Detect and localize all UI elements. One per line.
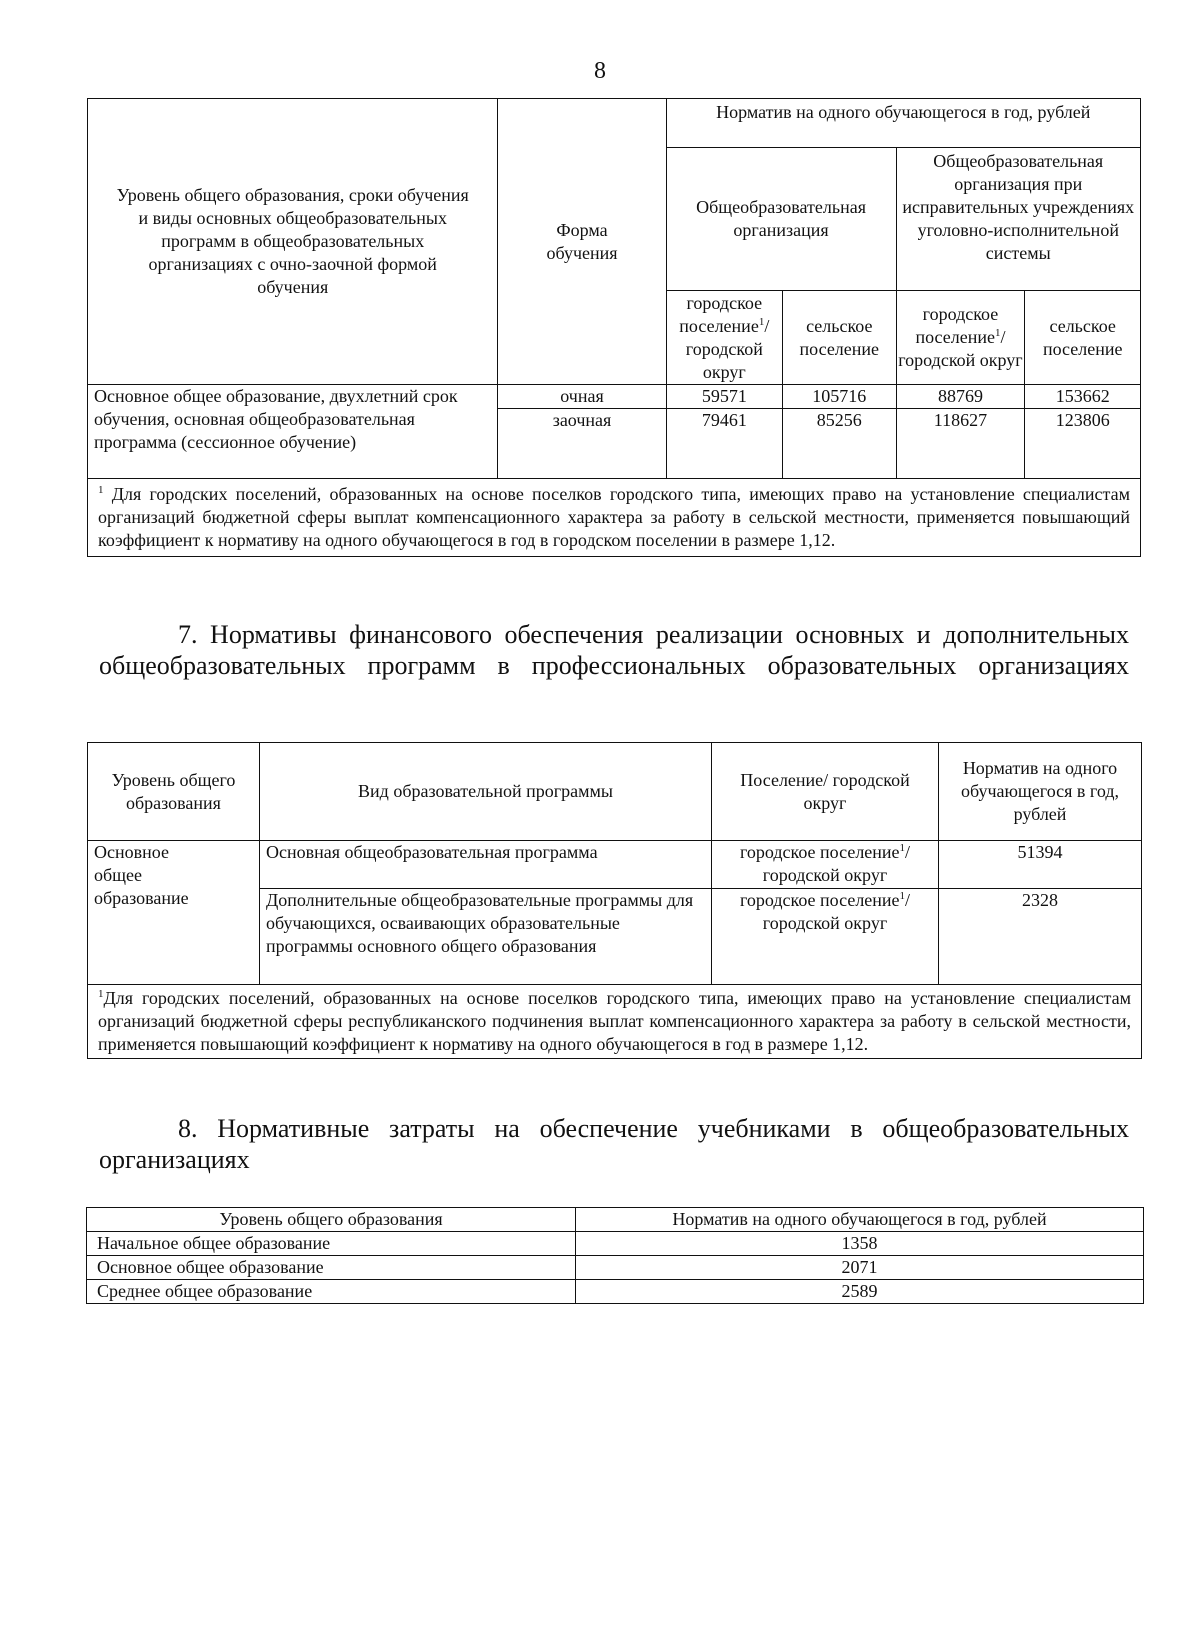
header-form [498,99,666,385]
program-cell: Основная общеобразовательная программа [260,841,712,889]
footnote-mark: 1 [994,327,1001,339]
footnote-text: Для городских поселений, образованных на основе поселков городского типа, имеющих право на установление специалистам организаций бюджетной сферы республиканского подчинения выплат компенсационного характера за работу в сельской местности, применяется повышающий коэффициент к нормативу на одного обучающегося в год в размере 1,12. [98,988,1131,1054]
value-cell: 123806 [1025,409,1141,479]
header-norm-text: Норматив на одного обучающегося в год, рублей [716,102,1091,122]
value-cell: 2589 [576,1280,1144,1304]
row-level-text: Основное общее образование, двухлетний срок обучения, основная общеобразовательная программа (сессионное обучение) [94,386,458,452]
section-8-title-text: 8. Нормативные затраты на обеспечение учебниками в общеобразовательных организациях [99,1114,1129,1174]
header-org [666,148,896,291]
header-urban-suffix: / городской округ [898,327,1023,370]
settlement-label: городское поселение [739,890,900,910]
level-cell: Среднее общее образование [87,1280,576,1304]
header-urban-label: городское поселение [679,292,763,336]
header-settlement-text: Поселение/ городской округ [740,769,910,813]
settlement-suffix: / городской округ [762,890,911,933]
header-rural-2 [1025,291,1141,385]
header-rural-label: сельское поселение [1042,315,1123,359]
row-form: очная [498,385,666,409]
level-cell: Начальное общее образование [87,1232,576,1256]
value-cell: 88769 [896,385,1025,409]
page-number: 8 [594,58,606,84]
program-cell [260,889,712,985]
footnote-mark: 1 [98,988,104,1000]
value-cell: 1358 [576,1232,1144,1256]
value-cell: 85256 [783,409,896,479]
header-org-corr-text: Общеобразовательная организация при исправительных учреждениях уголовно-исполнительной системы [902,151,1135,263]
value-cell: 2071 [576,1256,1144,1280]
header-norm-text: Норматив на одного обучающегося в год, рублей [960,758,1120,824]
level-cell [88,841,260,985]
header-form-text: Форма обучения [546,219,618,263]
header-level [88,743,260,841]
header-level-text: Уровень общего образования, сроки обучения и виды основных общеобразовательных программ в общеобразовательных организациях с очно-заочной формой обучения [116,185,469,297]
level-cell: Основное общее образование [87,1256,576,1280]
value-cell: 59571 [666,385,783,409]
header-level-text: Уровень общего образования [111,769,236,813]
header-urban-1 [666,291,783,385]
footnote [88,985,1142,1059]
header-norm: Норматив на одного обучающегося в год, рублей [576,1208,1144,1232]
header-urban-label: городское поселение [915,304,999,347]
value-cell: 2328 [939,889,1142,985]
header-level: Уровень общего образования [87,1208,576,1232]
header-urban-suffix: / городской округ [685,315,770,382]
norms-table-professional [87,742,1142,1059]
header-norm [666,99,1140,148]
row-level [88,385,498,479]
value-cell: 79461 [666,409,783,479]
header-org-corrections [896,148,1140,291]
header-norm [939,743,1142,841]
footnote-mark: 1 [899,890,906,902]
footnote [88,479,1141,557]
header-rural-1 [783,291,896,385]
settlement-suffix: / городской округ [762,842,911,885]
header-program: Вид образовательной программы [260,743,712,841]
textbooks-table [86,1207,1144,1304]
settlement-cell [712,841,939,889]
program-text: Дополнительные общеобразовательные программы для обучающихся, осваивающих образовательные программы основного общего образования [266,890,694,956]
value-cell: 153662 [1025,385,1141,409]
value-cell: 105716 [783,385,896,409]
level-text: Основное общее образование [94,842,189,908]
norms-table-part-time [87,98,1141,557]
section-8-title [99,1113,1129,1175]
header-org-text: Общеобразовательная организация [696,197,866,240]
footnote-mark: 1 [899,842,906,854]
header-level [88,99,498,385]
row-form: заочная [498,409,666,479]
section-7-title-text: 7. Нормативы финансового обеспечения реализации основных и дополнительных общеобразовательных программ в профессиональных образовательных организациях [99,620,1129,680]
header-settlement [712,743,939,841]
settlement-cell [712,889,939,985]
footnote-mark: 1 [758,315,765,328]
settlement-label: городское поселение [739,842,900,862]
header-urban-2 [896,291,1025,385]
header-rural-label: сельское поселение [799,315,880,359]
footnote-mark: 1 [98,484,104,496]
section-7-title [99,619,1129,681]
footnote-text: Для городских поселений, образованных на основе поселков городского типа, имеющих право на установление специалистам организаций бюджетной сферы выплат компенсационного характера за работу в сельской местности, применяется повышающий коэффициент к нормативу на одного обучающегося в год в городском поселении в размере 1,12. [98,484,1131,550]
value-cell: 51394 [939,841,1142,889]
value-cell: 118627 [896,409,1025,479]
